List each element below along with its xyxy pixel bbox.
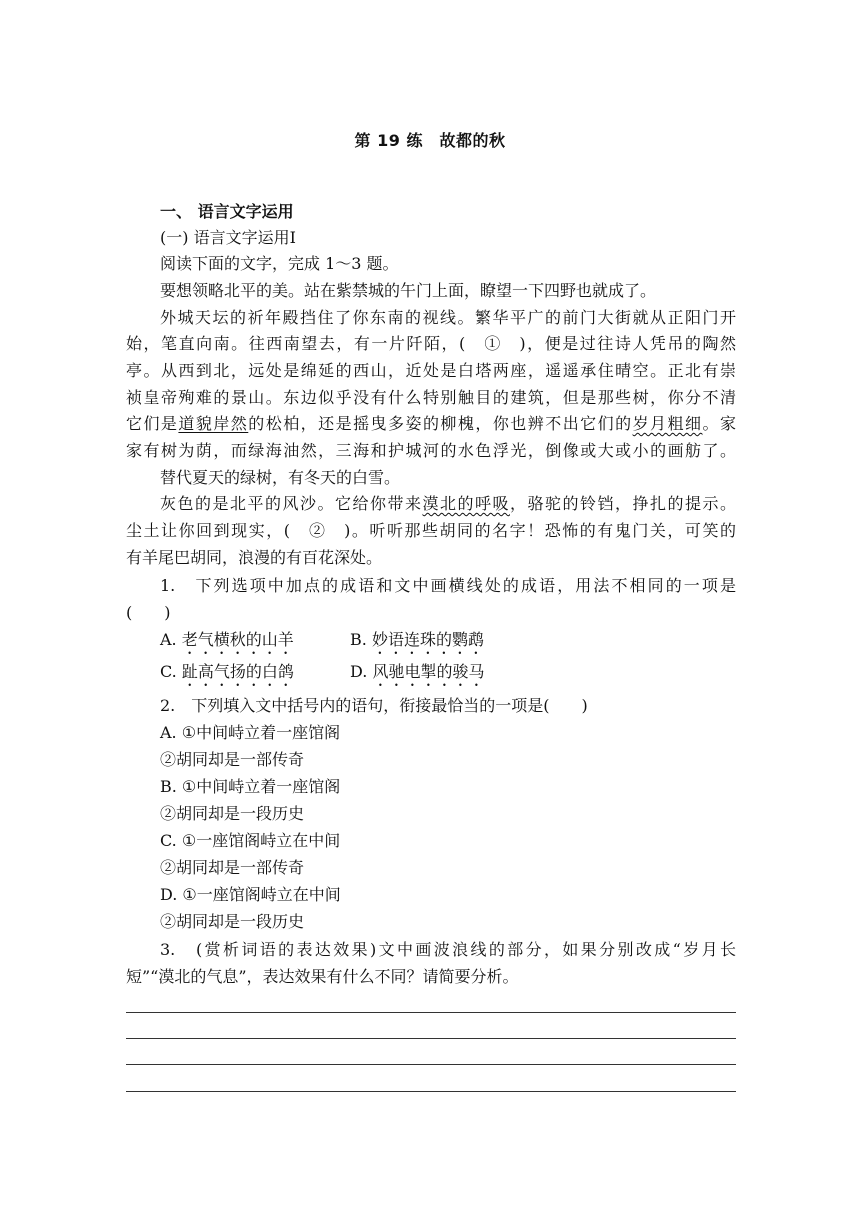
option-text: 妙语连珠的鹦鹉 bbox=[371, 630, 484, 649]
q2-option-c-2: ②胡同却是一部传奇 bbox=[160, 858, 305, 877]
passage-line: 祯皇帝殉难的景山。东边似乎没有什么特别触目的建筑，但是那些树，你分不清 bbox=[126, 388, 736, 407]
answer-line[interactable] bbox=[126, 1038, 736, 1039]
q1-option-a bbox=[160, 630, 350, 658]
section-heading: 一、 语言文字运用 bbox=[160, 202, 294, 221]
option-text: 风驰电掣的骏马 bbox=[372, 662, 485, 681]
passage-line bbox=[126, 414, 736, 434]
passage-line: 家有树为荫，而绿海油然，三海和护城河的水色浮光，倒像或大或小的画舫了。 bbox=[126, 441, 736, 460]
wavy-underlined-phrase: 岁月粗细 bbox=[632, 414, 703, 433]
passage-text: 它们是 bbox=[126, 414, 179, 433]
q2-option-a-2: ②胡同却是一部传奇 bbox=[160, 750, 305, 769]
wavy-underlined-phrase: 漠北的呼吸 bbox=[422, 494, 510, 513]
option-label: B. bbox=[350, 630, 367, 649]
passage-line: 有羊尾巴胡同，浪漫的有百花深处。 bbox=[126, 548, 383, 567]
q2-option-c-1: C. ①一座馆阁峙立在中间 bbox=[160, 831, 341, 850]
option-label: A. bbox=[160, 630, 177, 649]
option-label: C. bbox=[160, 662, 177, 681]
q1-option-d bbox=[350, 662, 484, 690]
q2-option-d-2: ②胡同却是一段历史 bbox=[160, 912, 305, 931]
passage-text: 的松柏，还是摇曳多姿的柳槐，你也辨不出它们的 bbox=[248, 414, 633, 433]
passage-text: 。家 bbox=[702, 414, 736, 433]
answer-line[interactable] bbox=[126, 1064, 736, 1065]
passage-text: 灰色的是北平的风沙。它给你带来 bbox=[160, 494, 423, 513]
passage-line: 尘土让你回到现实，( ② )。听听那些胡同的名字！恐怖的有鬼门关，可笑的 bbox=[126, 521, 736, 540]
passage-paragraph-1: 要想领略北平的美。站在紫禁城的午门上面，瞭望一下四野也就成了。 bbox=[160, 281, 657, 300]
question-3-stem: 3. (赏析词语的表达效果)文中画波浪线的部分，如果分别改成“岁月长 bbox=[160, 940, 736, 959]
answer-line[interactable] bbox=[126, 1091, 736, 1092]
q2-option-b-2: ②胡同却是一段历史 bbox=[160, 804, 305, 823]
q1-options-row bbox=[160, 630, 736, 658]
passage-line: 亭。从西到北，远处是绵延的西山，近处是白塔两座，遥遥承住晴空。正北有崇 bbox=[126, 361, 736, 380]
passage-line: 始，笔直向南。往西南望去，有一片阡陌，( ① )，便是过往诗人凭吊的陶然 bbox=[126, 334, 736, 353]
passage-text: ，骆驼的铃铛，挣扎的提示。 bbox=[509, 494, 736, 513]
q1-option-b bbox=[350, 630, 484, 658]
q1-option-c bbox=[160, 662, 350, 690]
q2-option-b-1: B. ①中间峙立着一座馆阁 bbox=[160, 777, 341, 796]
q2-option-a-1: A. ①中间峙立着一座馆阁 bbox=[160, 723, 341, 742]
q1-options-row bbox=[160, 662, 736, 690]
answer-bracket: ( ) bbox=[126, 603, 171, 622]
passage-paragraph-3: 替代夏天的绿树，有冬天的白雪。 bbox=[160, 468, 401, 487]
option-text: 趾高气扬的白鸽 bbox=[181, 662, 294, 681]
option-label: D. bbox=[350, 662, 368, 681]
question-2-stem: 2. 下列填入文中括号内的语句，衔接最恰当的一项是( ) bbox=[160, 696, 588, 715]
q2-option-d-1: D. ①一座馆阁峙立在中间 bbox=[160, 885, 341, 904]
question-1-stem: 1. 下列选项中加点的成语和文中画横线处的成语，用法不相同的一项是 bbox=[160, 576, 736, 595]
instruction-text: 阅读下面的文字，完成 1～3 题。 bbox=[160, 254, 399, 273]
passage-line bbox=[160, 494, 736, 514]
page-title: 第 19 练 故都的秋 bbox=[354, 131, 506, 150]
subsection-heading: (一) 语言文字运用Ⅰ bbox=[160, 228, 296, 247]
passage-line: 外城天坛的祈年殿挡住了你东南的视线。繁华平广的前门大街就从正阳门开 bbox=[160, 308, 736, 327]
question-3-stem-cont: 短”“漠北的气息”，表达效果有什么不同？请简要分析。 bbox=[126, 967, 519, 986]
underlined-idiom: 道貌岸然 bbox=[178, 414, 249, 433]
answer-line[interactable] bbox=[126, 1012, 736, 1013]
option-text: 老气横秋的山羊 bbox=[181, 630, 294, 649]
